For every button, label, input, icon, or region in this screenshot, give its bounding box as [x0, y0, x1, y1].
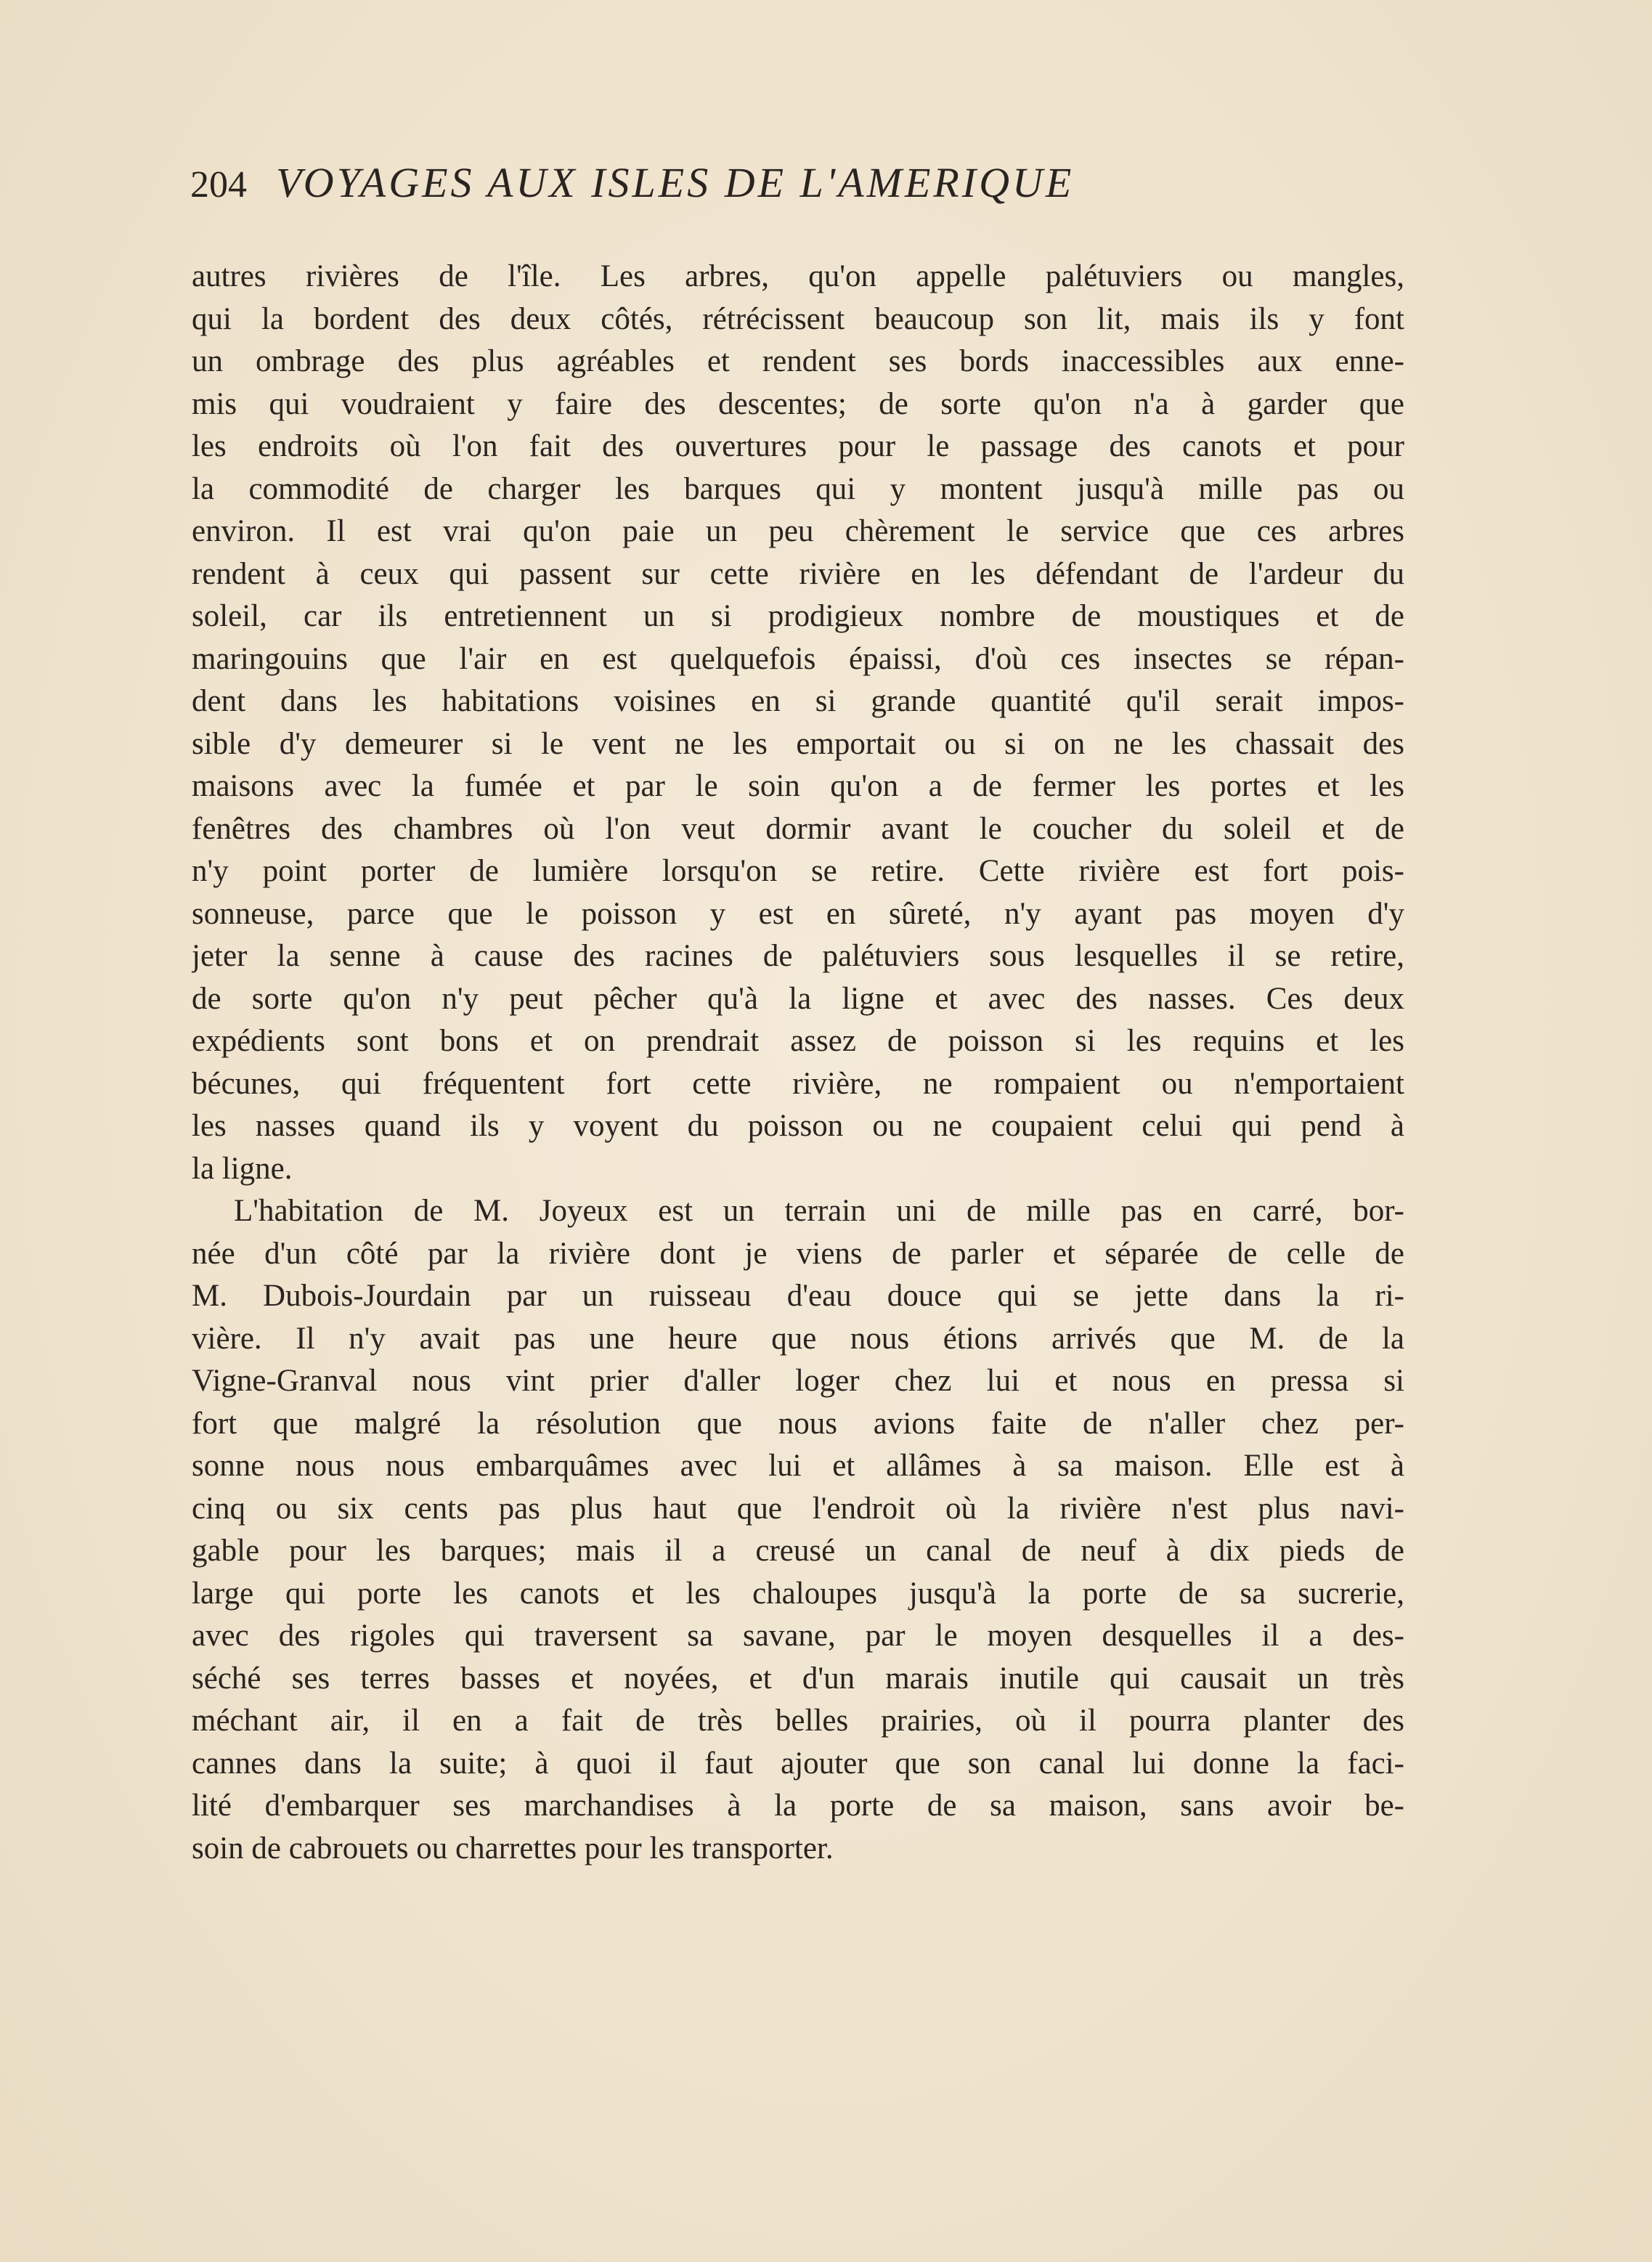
text-line: dent dans les habitations voisines en si grande quantité qu'il serait impos-	[192, 684, 1404, 718]
text-line: bécunes, qui fréquentent fort cette rivière, ne rompaient ou n'emportaient	[192, 1066, 1404, 1101]
text-line: un ombrage des plus agréables et rendent ses bords inaccessibles aux enne-	[192, 344, 1404, 378]
text-line: née d'un côté par la rivière dont je viens de parler et séparée de celle de	[192, 1236, 1404, 1271]
text-line: fort que malgré la résolution que nous avions faite de n'aller chez per-	[192, 1406, 1404, 1441]
text-line: les nasses quand ils y voyent du poisson ou ne coupaient celui qui pend à	[192, 1109, 1404, 1143]
text-line: gable pour les barques; mais il a creusé un canal de neuf à dix pieds de	[192, 1534, 1404, 1568]
text-line: maringouins que l'air en est quelquefois épaissi, d'où ces insectes se répan-	[192, 641, 1404, 676]
text-line: séché ses terres basses et noyées, et d'un marais inutile qui causait un très	[192, 1661, 1404, 1696]
text-line: les endroits où l'on fait des ouvertures pour le passage des canots et pour	[192, 429, 1404, 463]
page-header	[190, 158, 1425, 224]
text-line: vière. Il n'y avait pas une heure que nous étions arrivés que M. de la	[192, 1321, 1404, 1356]
text-line: expédients sont bons et on prendrait assez de poisson si les requins et les	[192, 1024, 1404, 1058]
text-line: la ligne.	[192, 1151, 293, 1186]
text-line: soleil, car ils entretiennent un si prodigieux nombre de moustiques et de	[192, 599, 1404, 633]
text-line: rendent à ceux qui passent sur cette rivière en les défendant de l'ardeur du	[192, 556, 1404, 591]
paragraph	[192, 1190, 1404, 1870]
text-line: de sorte qu'on n'y peut pêcher qu'à la ligne et avec des nasses. Ces deux	[192, 981, 1404, 1016]
page-number: 204	[190, 164, 247, 206]
text-line: méchant air, il en a fait de très belles prairies, où il pourra planter des	[192, 1704, 1404, 1738]
paragraph	[192, 256, 1404, 1190]
text-line: large qui porte les canots et les chaloupes jusqu'à la porte de sa sucrerie,	[192, 1576, 1404, 1611]
text-line: avec des rigoles qui traversent sa savane, par le moyen desquelles il a des-	[192, 1619, 1404, 1653]
text-line: sonne nous nous embarquâmes avec lui et allâmes à sa maison. Elle est à	[192, 1449, 1404, 1483]
running-title: VOYAGES AUX ISLES DE L'AMERIQUE	[276, 159, 1075, 206]
text-line: fenêtres des chambres où l'on veut dormir avant le coucher du soleil et de	[192, 811, 1404, 846]
text-line: sible d'y demeurer si le vent ne les emportait ou si on ne les chassait des	[192, 726, 1404, 761]
text-line: jeter la senne à cause des racines de palétuviers sous lesquelles il se retire,	[192, 939, 1404, 973]
text-line: environ. Il est vrai qu'on paie un peu chèrement le service que ces arbres	[192, 514, 1404, 548]
text-line: soin de cabrouets ou charrettes pour les transporter.	[192, 1831, 834, 1866]
text-line: autres rivières de l'île. Les arbres, qu'on appelle palétuviers ou mangles,	[192, 259, 1404, 293]
text-line: Vigne-Granval nous vint prier d'aller loger chez lui et nous en pressa si	[192, 1364, 1404, 1398]
text-line: qui la bordent des deux côtés, rétrécissent beaucoup son lit, mais ils y font	[192, 301, 1404, 336]
body-text	[192, 256, 1404, 1870]
text-line: M. Dubois-Jourdain par un ruisseau d'eau douce qui se jette dans la ri-	[192, 1279, 1404, 1313]
text-line: la commodité de charger les barques qui y montent jusqu'à mille pas ou	[192, 471, 1404, 506]
text-line: cannes dans la suite; à quoi il faut ajouter que son canal lui donne la faci-	[192, 1746, 1404, 1781]
text-line: sonneuse, parce que le poisson y est en sûreté, n'y ayant pas moyen d'y	[192, 896, 1404, 931]
text-line: maisons avec la fumée et par le soin qu'on a de fermer les portes et les	[192, 769, 1404, 803]
text-line: mis qui voudraient y faire des descentes; de sorte qu'on n'a à garder que	[192, 386, 1404, 421]
text-line: lité d'embarquer ses marchandises à la porte de sa maison, sans avoir be-	[192, 1789, 1404, 1823]
text-line: n'y point porter de lumière lorsqu'on se retire. Cette rivière est fort pois-	[192, 854, 1404, 888]
text-line: cinq ou six cents pas plus haut que l'endroit où la rivière n'est plus navi-	[192, 1491, 1404, 1526]
text-line: L'habitation de M. Joyeux est un terrain uni de mille pas en carré, bor-	[234, 1194, 1404, 1228]
